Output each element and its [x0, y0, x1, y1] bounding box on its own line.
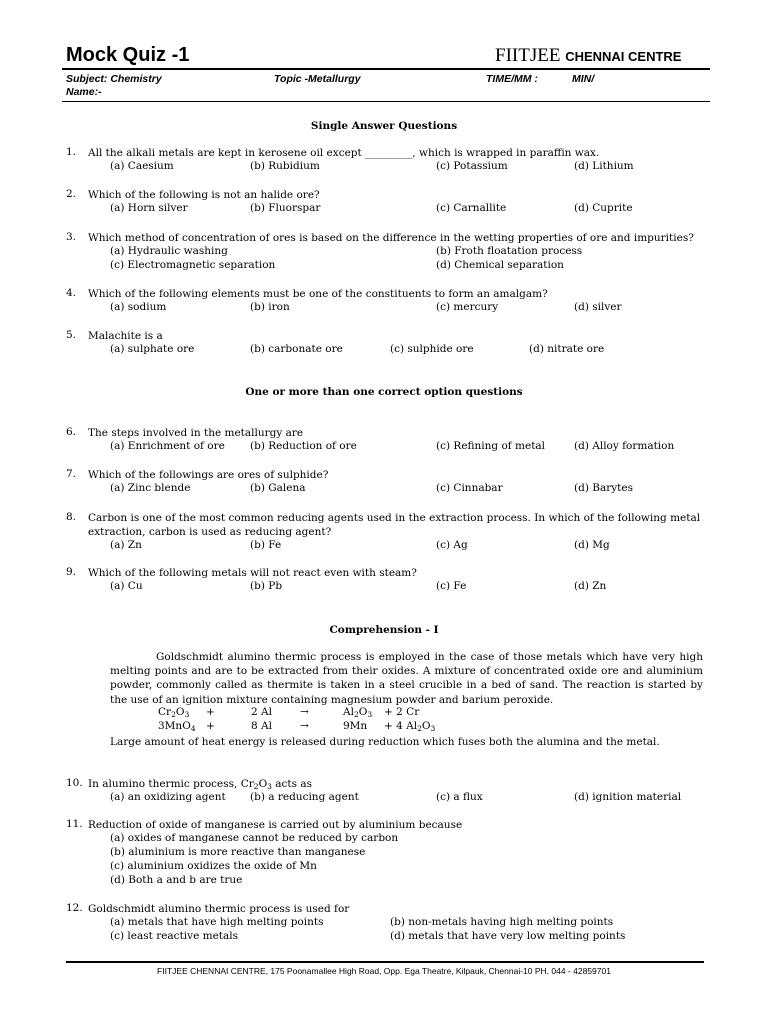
equation-2-reactant-2: 8 Al [251, 720, 272, 732]
option-a: (a) Horn silver [110, 202, 188, 214]
option-a: (a) Hydraulic washing [110, 245, 228, 257]
option-d: (d) Zn [574, 580, 607, 592]
option-b: (b) Pb [250, 580, 283, 592]
quiz-title: Mock Quiz -1 [66, 44, 190, 66]
question-text: Goldschmidt alumino thermic process is used for [88, 903, 350, 915]
name-label: Name:- [66, 86, 102, 98]
question-text-continued: extraction, carbon is used as reducing agent? [88, 526, 332, 538]
question-text: In alumino thermic process, $Cr_2O_3$ acts as [88, 778, 313, 791]
option-a: (a) Zn [110, 539, 142, 551]
footer-rule [66, 961, 704, 963]
footer-address: FIITJEE CHENNAI CENTRE, 175 Poonamallee High Road, Opp. Ega Theatre, Kilpauk, Chennai-10 PH. 044 - 42859701 [157, 966, 611, 976]
question-text: Malachite is a [88, 330, 163, 342]
option-d: (d) Cuprite [574, 202, 633, 214]
question-text: Carbon is one of the most common reducing agents used in the extraction process. In which of the following metal [88, 512, 701, 524]
option-c: (c) Carnallite [436, 202, 507, 214]
option-d: (d) Both a and b are true [110, 874, 243, 886]
option-c: (c) sulphide ore [390, 343, 474, 355]
question-text: Reduction of oxide of manganese is carried out by aluminium because [88, 819, 463, 831]
question-number: 6. [66, 426, 77, 438]
question-number: 9. [66, 566, 77, 578]
option-b: (b) non-metals having high melting points [390, 916, 614, 928]
option-b: (b) aluminium is more reactive than manganese [110, 846, 366, 858]
option-a: (a) metals that have high melting points [110, 916, 324, 928]
option-c: (c) mercury [436, 301, 499, 313]
question-text: Which of the followings are ores of sulphide? [88, 469, 329, 481]
option-b: (b) Fe [250, 539, 282, 551]
option-a: (a) an oxidizing agent [110, 791, 226, 803]
option-a: (a) sodium [110, 301, 167, 313]
question-number: 12. [66, 902, 83, 914]
option-c: (c) least reactive metals [110, 930, 239, 942]
option-c: (c) aluminium oxidizes the oxide of Mn [110, 860, 317, 872]
option-a: (a) Caesium [110, 160, 174, 172]
question-number: 4. [66, 287, 77, 299]
option-c: (c) Electromagnetic separation [110, 259, 276, 271]
option-b: (b) Froth floatation process [436, 245, 583, 257]
brand-header [495, 45, 681, 67]
question-number: 10. [66, 777, 83, 789]
question-text: Which method of concentration of ores is based on the difference in the wetting properties of ore and impurities? [88, 232, 694, 244]
time-label: TIME/MM : [486, 73, 538, 85]
equation-1-reactant-1: $Cr_2O_3$ [158, 706, 190, 719]
option-b: (b) iron [250, 301, 290, 313]
option-b: (b) carbonate ore [250, 343, 343, 355]
question-number: 11. [66, 818, 83, 830]
header-rule-top [62, 68, 710, 70]
equation-1-plus: + [206, 706, 215, 718]
subject-label: Subject: Chemistry [66, 73, 162, 85]
question-text: All the alkali metals are kept in kerosene oil except _________, which is wrapped in paraffin wax. [88, 147, 600, 159]
option-a: (a) Cu [110, 580, 143, 592]
question-number: 2. [66, 188, 77, 200]
option-b: (b) Rubidium [250, 160, 320, 172]
min-label: MIN/ [572, 73, 595, 85]
option-b: (b) Reduction of ore [250, 440, 357, 452]
brand-name: FIITJEE [495, 45, 561, 66]
equation-1-arrow: → [300, 706, 309, 718]
option-d: (d) Lithium [574, 160, 634, 172]
equation-1-product-1: $Al_2O_3$ [343, 706, 373, 719]
header-rule-bottom [62, 101, 710, 102]
question-number: 5. [66, 329, 77, 341]
option-d: (d) metals that have very low melting points [390, 930, 626, 942]
question-text: Which of the following metals will not react even with steam? [88, 567, 417, 579]
equation-1-reactant-2: 2 Al [251, 706, 272, 718]
option-c: (c) Cinnabar [436, 482, 503, 494]
comprehension-paragraph: Goldschmidt alumino thermic process is employed in the case of those metals which have very high melting points and are to be extracted from their oxides. A mixture of concentrated oxide ore and aluminium powder, commonly called as thermite is taken in a steel crucible in a bed of sand. The reaction is started by the use of an ignition mixture containing magnesium powder and barium peroxide. [110, 651, 703, 706]
section-title-single: Single Answer Questions [310, 120, 458, 132]
equation-2-plus: + [206, 720, 215, 732]
option-a: (a) sulphate ore [110, 343, 195, 355]
question-text: Which of the following elements must be one of the constituents to form an amalgam? [88, 288, 548, 300]
option-b: (b) Galena [250, 482, 306, 494]
option-d: (d) Mg [574, 539, 610, 551]
centre-name: CHENNAI CENTRE [565, 49, 682, 64]
option-a: (a) Enrichment of ore [110, 440, 225, 452]
option-d: (d) Alloy formation [574, 440, 675, 452]
question-number: 1. [66, 146, 77, 158]
equation-2-arrow: → [300, 720, 309, 732]
option-c: (c) Potassium [436, 160, 508, 172]
section-title-comprehension: Comprehension - I [329, 624, 439, 636]
option-a: (a) Zinc blende [110, 482, 191, 494]
equation-2-reactant-1: 3MnO$_4$ [158, 720, 196, 733]
question-text: The steps involved in the metallurgy are [88, 427, 304, 439]
question-number: 7. [66, 468, 77, 480]
topic-label: Topic -Metallurgy [274, 73, 361, 85]
question-number: 3. [66, 231, 77, 243]
option-c: (c) a flux [436, 791, 483, 803]
option-c: (c) Refining of metal [436, 440, 546, 452]
option-c: (c) Ag [436, 539, 468, 551]
equation-2-product-1: 9Mn [343, 720, 368, 732]
option-a: (a) oxides of manganese cannot be reduced by carbon [110, 832, 399, 844]
option-b: (b) a reducing agent [250, 791, 359, 803]
option-d: (d) Chemical separation [436, 259, 564, 271]
option-d: (d) ignition material [574, 791, 682, 803]
question-text: Which of the following is not an halide ore? [88, 189, 320, 201]
option-d: (d) Barytes [574, 482, 634, 494]
comprehension-closing: Large amount of heat energy is released during reduction which fuses both the alumina and the metal. [110, 736, 660, 748]
equation-2-product-2: + 4 $Al_2O_3$ [384, 720, 436, 733]
equation-1-product-2: + 2 Cr [384, 706, 420, 718]
option-d: (d) nitrate ore [529, 343, 605, 355]
option-c: (c) Fe [436, 580, 467, 592]
option-b: (b) Fluorspar [250, 202, 321, 214]
section-title-multiple: One or more than one correct option questions [245, 386, 523, 398]
question-number: 8. [66, 511, 77, 523]
option-d: (d) silver [574, 301, 622, 313]
